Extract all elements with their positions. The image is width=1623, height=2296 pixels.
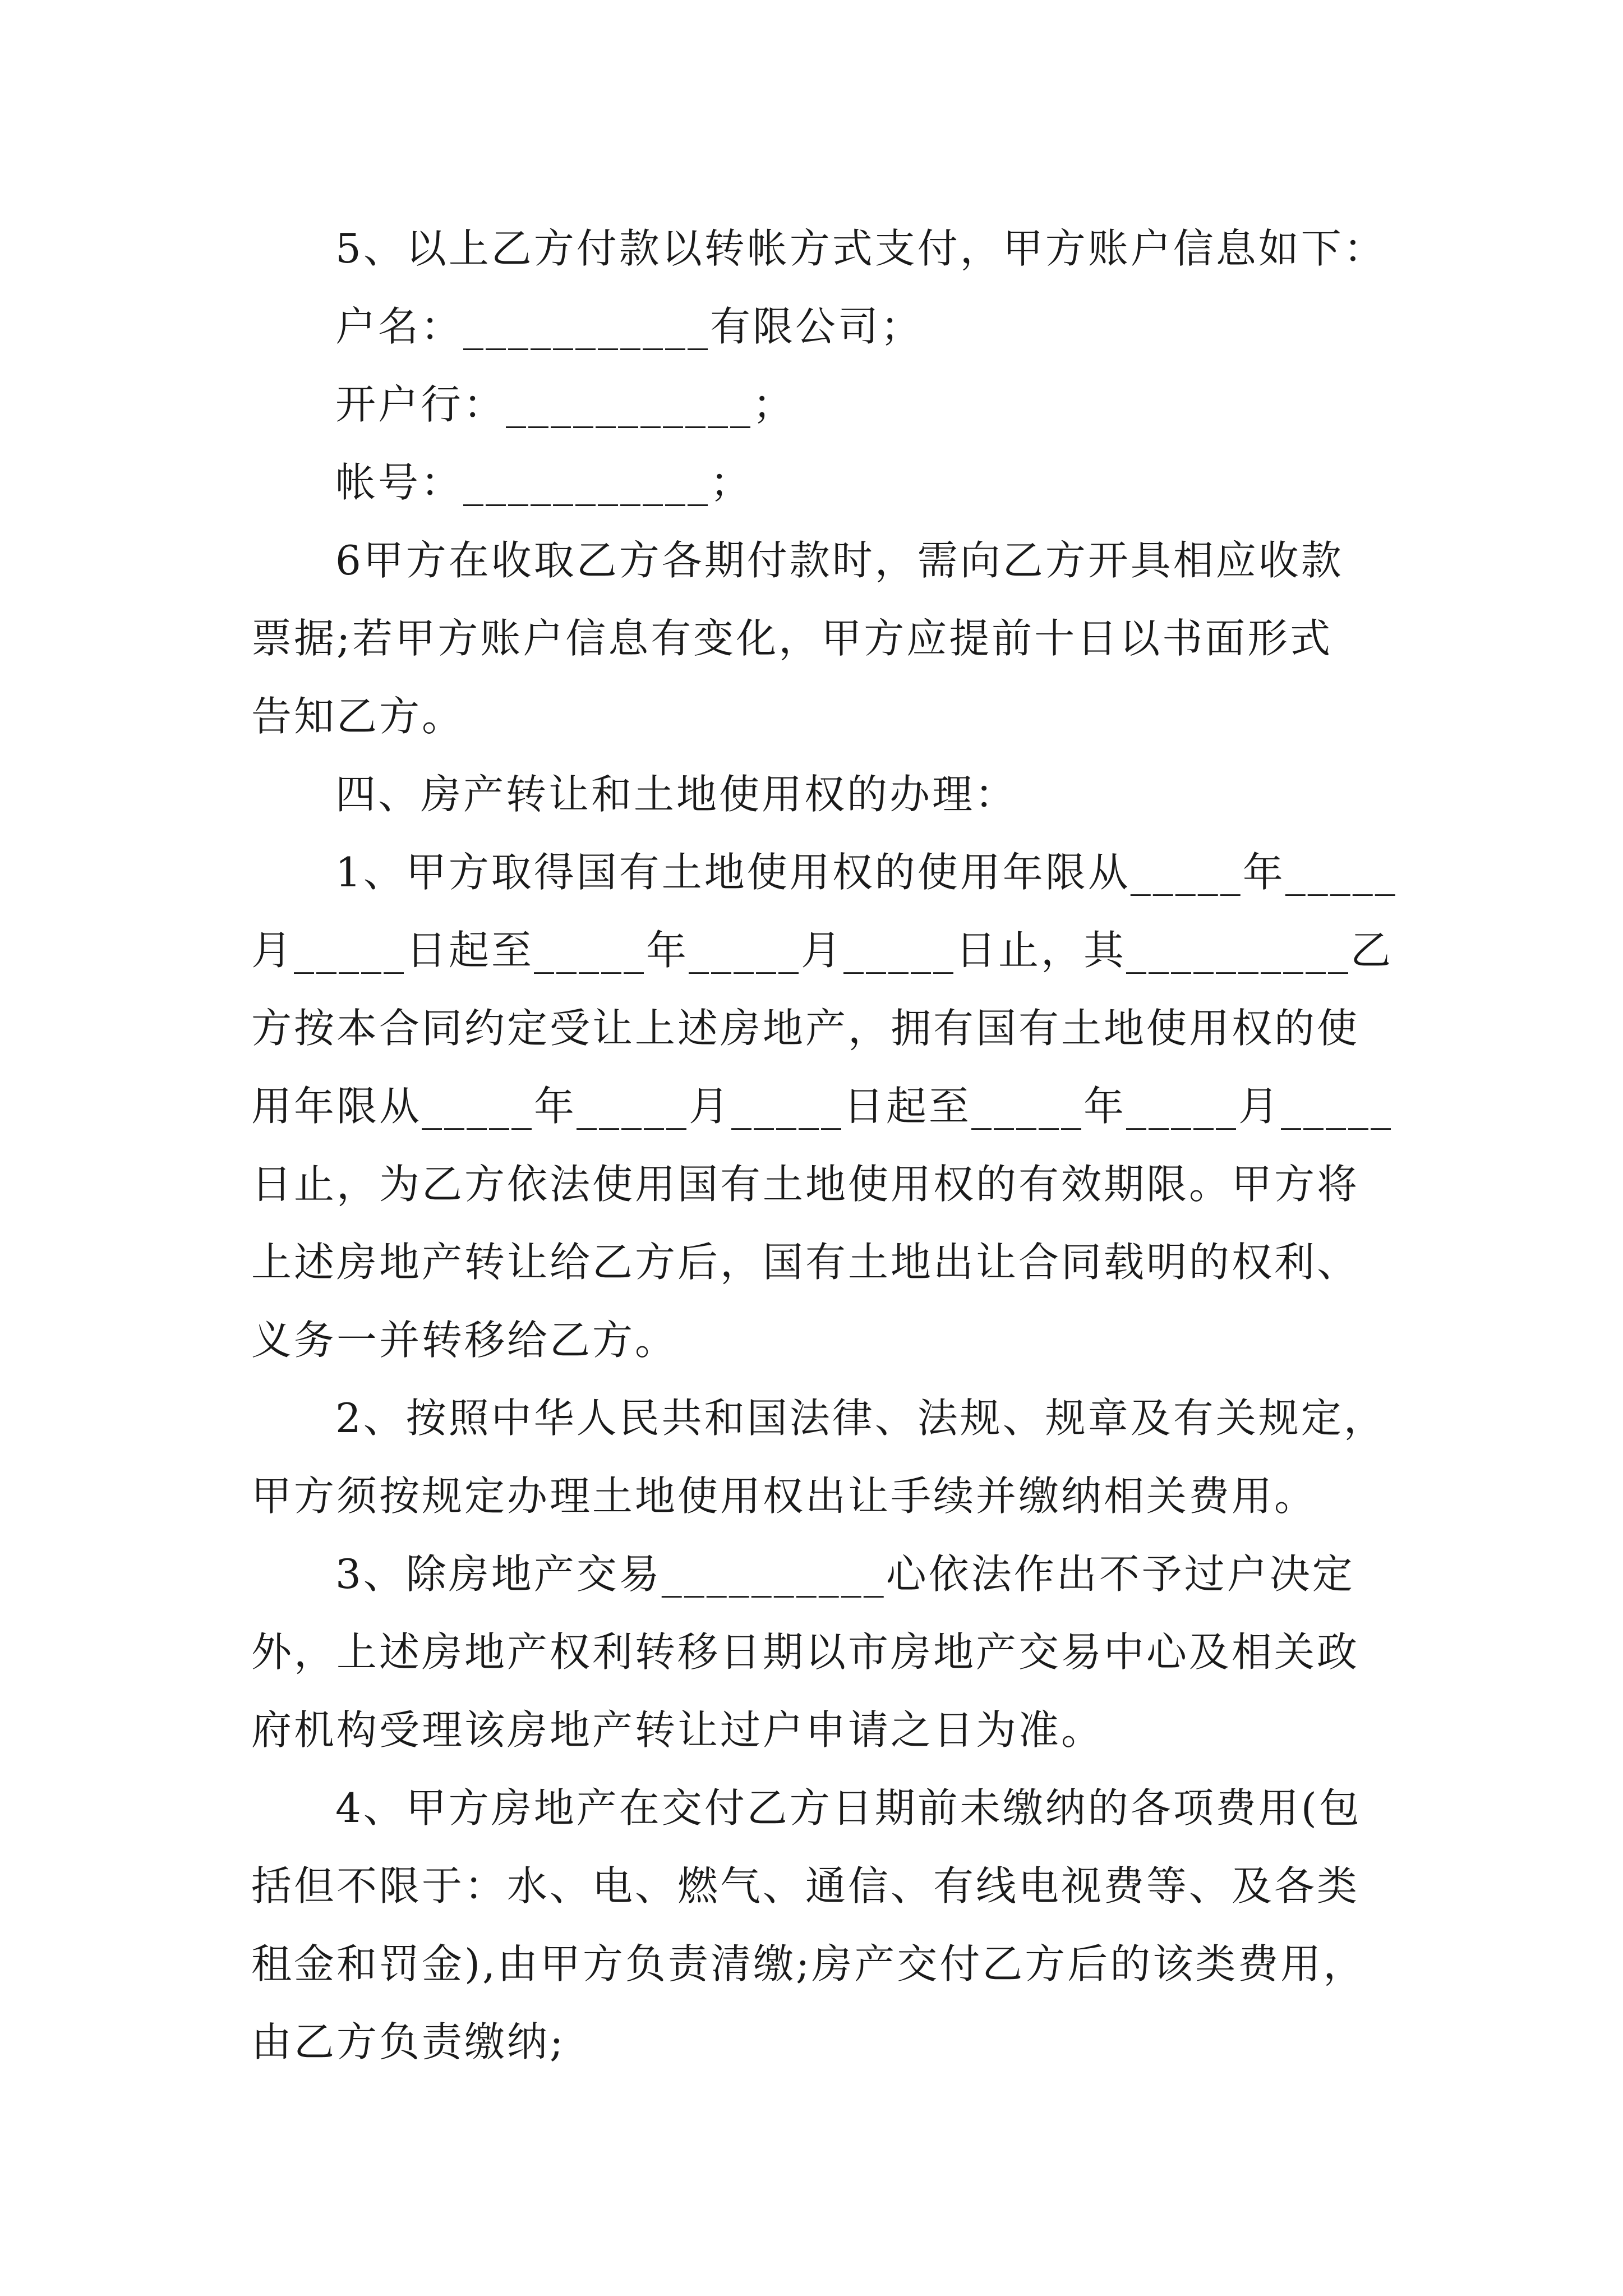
clause-4-line-4: 由乙方负责缴纳;	[251, 2018, 566, 2065]
paragraph-receipt-line-3: 告知乙方。	[251, 693, 465, 740]
clause-3-line-2: 外，上述房地产权利转移日期以市房地产交易中心及相关政	[251, 1628, 1360, 1676]
clause-4-line-3: 租金和罚金),由甲方负责清缴;房产交付乙方后的该类费用，	[251, 1940, 1366, 1987]
account-name-line: 户名：___________有限公司；	[335, 303, 924, 350]
paragraph-receipt-line-2: 票据;若甲方账户信息有变化，甲方应提前十日以书面形式	[251, 615, 1333, 662]
paragraph-payment-method: 5、以上乙方付款以转帐方式支付，甲方账户信息如下：	[335, 225, 1386, 272]
document-body	[251, 210, 1398, 2081]
clause-1-line-1: 1、甲方取得国有土地使用权的使用年限从_____年_____	[335, 849, 1398, 896]
clause-4-line-1: 4、甲方房地产在交付乙方日期前未缴纳的各项费用(包	[335, 1784, 1362, 1832]
clause-1-line-5: 日止，为乙方依法使用国有土地使用权的有效期限。甲方将	[251, 1161, 1360, 1208]
clause-1-line-3: 方按本合同约定受让上述房地产，拥有国有土地使用权的使	[251, 1005, 1360, 1052]
clause-4-line-2: 括但不限于：水、电、燃气、通信、有线电视费等、及各类	[251, 1862, 1360, 1910]
clause-2-line-2: 甲方须按规定办理土地使用权出让手续并缴纳相关费用。	[251, 1473, 1317, 1520]
bank-line: 开户行：___________；	[335, 381, 796, 428]
clause-1-line-7: 义务一并转移给乙方。	[251, 1317, 678, 1364]
clause-2-line-1: 2、按照中华人民共和国法律、法规、规章及有关规定，	[335, 1395, 1386, 1442]
section-heading-transfer: 四、房产转让和土地使用权的办理：	[335, 771, 1018, 818]
clause-3-line-1: 3、除房地产交易__________心依法作出不予过户决定	[335, 1550, 1355, 1598]
clause-1-line-4: 用年限从_____年_____月_____日起至_____年_____月_____	[251, 1083, 1394, 1130]
account-number-line: 帐号：___________；	[335, 459, 753, 506]
clause-1-line-6: 上述房地产转让给乙方后，国有土地出让合同载明的权利、	[251, 1239, 1360, 1286]
clause-3-line-3: 府机构受理该房地产转让过户申请之日为准。	[251, 1706, 1104, 1754]
clause-1-line-2: 月_____日起至_____年_____月_____日止，其__________乙	[251, 927, 1394, 974]
paragraph-receipt-line-1: 6甲方在收取乙方各期付款时，需向乙方开具相应收款	[335, 537, 1344, 584]
